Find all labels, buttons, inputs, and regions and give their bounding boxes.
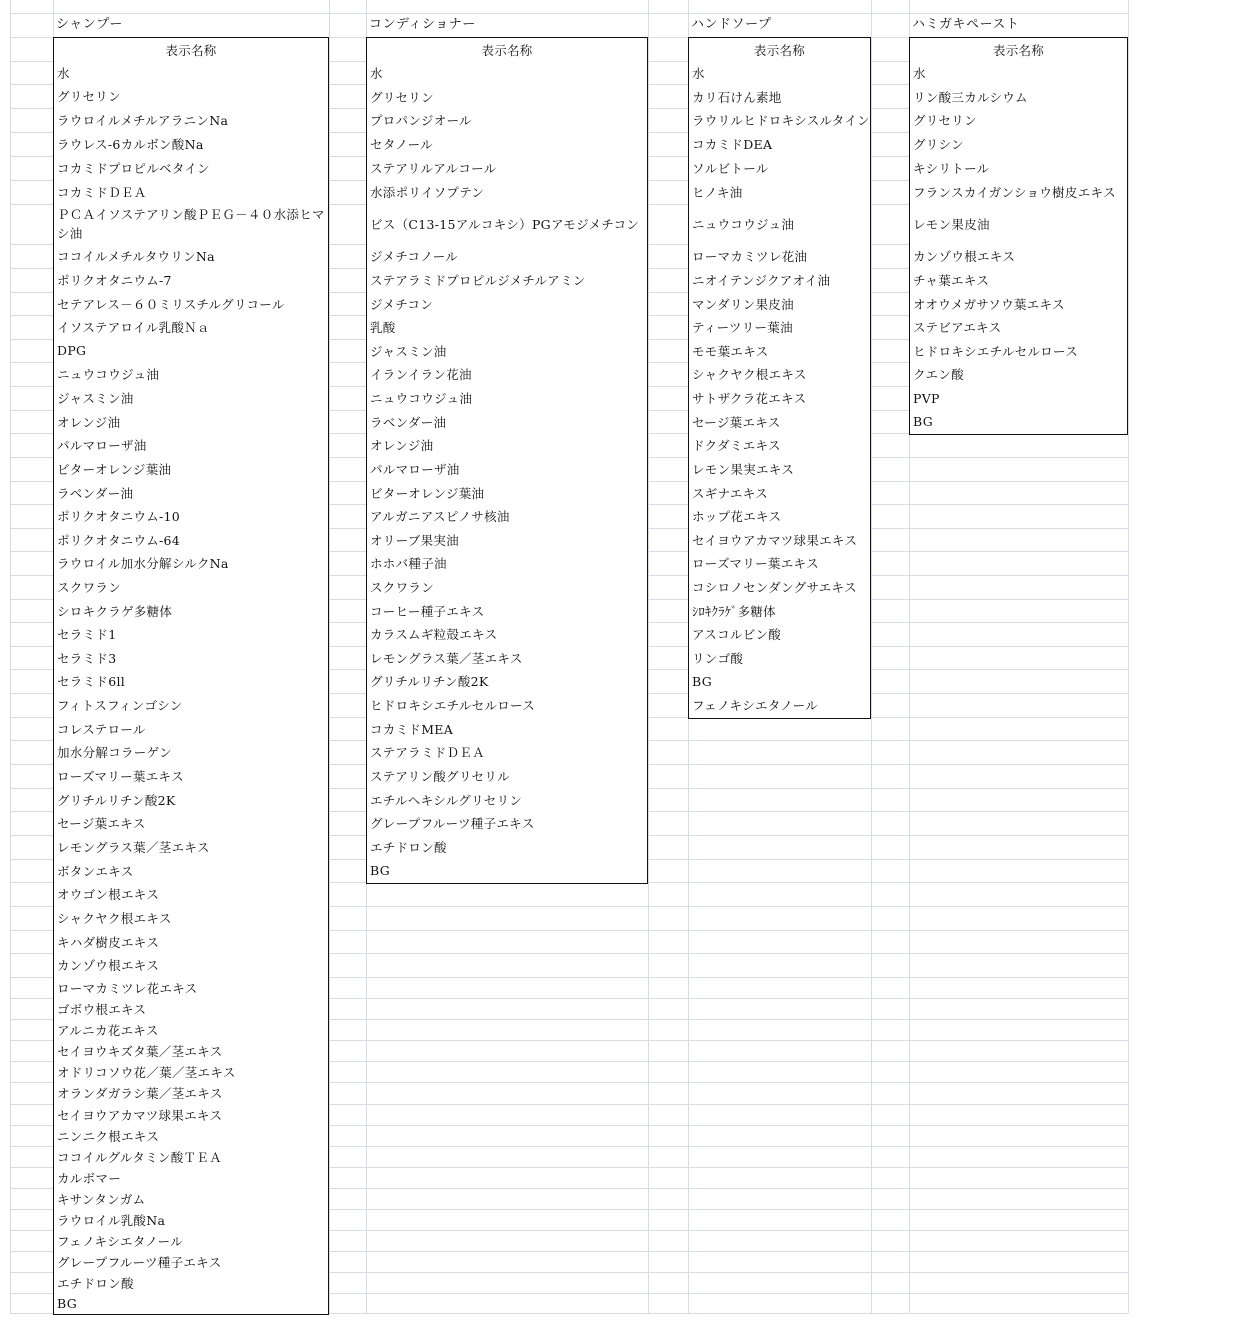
- cell-text: グリセリン: [370, 89, 434, 105]
- cell-text: ローズマリー葉エキス: [57, 769, 184, 785]
- cell-text: ニュウコウジュ油: [692, 217, 795, 233]
- table-cell[interactable]: [53, 835, 329, 861]
- header-text: 表示名称: [481, 42, 533, 58]
- table-cell[interactable]: [366, 764, 648, 790]
- cell-text: ビターオレンジ葉油: [57, 462, 172, 478]
- table-cell[interactable]: [366, 859, 648, 884]
- table-cell[interactable]: [53, 859, 329, 884]
- table-cell[interactable]: [909, 268, 1128, 294]
- cell-text: ジャスミン油: [370, 343, 447, 359]
- table-cell[interactable]: [366, 108, 648, 134]
- table-cell[interactable]: [53, 481, 329, 506]
- table-cell[interactable]: [688, 180, 871, 206]
- table-cell[interactable]: [53, 180, 329, 206]
- cell-text: レモングラス葉／茎エキス: [370, 650, 523, 666]
- cell-text: ラウリルヒドロキシスルタイン: [692, 113, 870, 129]
- cell-text: プロパンジオール: [370, 113, 472, 129]
- cell-text: セテアレス－６０ミリスチルグリコール: [57, 296, 285, 312]
- cell-text: グリチルリチン酸2K: [57, 792, 176, 808]
- cell-text: フランスカイガンショウ樹皮エキス: [913, 185, 1116, 201]
- cell-text: ジメチコン: [370, 296, 434, 312]
- column-header[interactable]: [909, 37, 1128, 63]
- table-cell[interactable]: [366, 244, 648, 270]
- table-cell[interactable]: [909, 132, 1128, 158]
- cell-text: ココイルグルタミン酸ＴＥＡ: [57, 1149, 222, 1165]
- table-cell[interactable]: [366, 132, 648, 158]
- cell-text: ローマカミツレ花エキス: [57, 980, 198, 996]
- table-cell[interactable]: [688, 61, 871, 87]
- table-cell[interactable]: [53, 646, 329, 671]
- table-cell[interactable]: [53, 906, 329, 932]
- cell-text: コカミドMEA: [370, 721, 454, 737]
- table-cell[interactable]: [53, 1019, 329, 1042]
- table-cell[interactable]: [53, 84, 329, 110]
- table-cell[interactable]: [53, 504, 329, 530]
- cell-text: カラスムギ粒殻エキス: [370, 627, 498, 643]
- cell-text: オオウメガサソウ葉エキス: [913, 296, 1065, 312]
- table-cell[interactable]: [53, 386, 329, 412]
- table-cell[interactable]: [53, 132, 329, 158]
- table-cell[interactable]: [688, 622, 871, 648]
- table-cell[interactable]: [366, 433, 648, 459]
- table-cell[interactable]: [53, 882, 329, 908]
- cell-text: ポリクオタニウム-10: [57, 509, 181, 525]
- table-cell[interactable]: [53, 740, 329, 766]
- cell-text: クエン酸: [913, 367, 964, 383]
- table-cell[interactable]: [53, 1082, 329, 1106]
- cell-text: フィトスフィンゴシン: [57, 698, 183, 714]
- cell-text: ローズマリー葉エキス: [692, 556, 819, 572]
- table-cell[interactable]: [366, 180, 648, 206]
- table-cell[interactable]: [909, 61, 1128, 87]
- cell-text: ティーツリー葉油: [692, 320, 793, 336]
- table-cell[interactable]: [366, 204, 648, 246]
- table-cell[interactable]: [688, 646, 871, 671]
- cell-text: セラミド1: [57, 627, 117, 643]
- table-cell[interactable]: [366, 669, 648, 695]
- table-cell[interactable]: [688, 551, 871, 577]
- table-cell[interactable]: [53, 362, 329, 388]
- cell-text: オレンジ油: [370, 438, 434, 454]
- cell-text: セイヨウアカマツ球果エキス: [57, 1107, 223, 1123]
- table-cell[interactable]: [909, 410, 1128, 435]
- cell-text: レモン果実エキス: [692, 462, 795, 478]
- table-cell[interactable]: [366, 835, 648, 861]
- table-cell[interactable]: [53, 528, 329, 553]
- table-cell[interactable]: [909, 292, 1128, 317]
- table-cell[interactable]: [366, 599, 648, 624]
- cell-text: ヒドロキシエチルセルロース: [913, 343, 1079, 359]
- table-cell[interactable]: [688, 244, 871, 270]
- cell-text: 水: [692, 66, 705, 82]
- table-cell[interactable]: [688, 599, 871, 624]
- table-cell[interactable]: [53, 61, 329, 86]
- table-cell[interactable]: [366, 481, 648, 506]
- cell-text: ビターオレンジ葉油: [370, 485, 485, 501]
- cell-text: オウゴン根エキス: [57, 887, 160, 903]
- cell-text: カルボマー: [57, 1170, 122, 1186]
- header-text: 表示名称: [753, 42, 806, 58]
- table-cell[interactable]: [53, 268, 329, 294]
- table-cell[interactable]: [688, 504, 871, 530]
- table-cell[interactable]: [909, 339, 1128, 364]
- table-cell[interactable]: [909, 108, 1128, 134]
- table-cell[interactable]: [688, 481, 871, 506]
- cell-text: ニンニク根エキス: [57, 1128, 160, 1144]
- table-cell[interactable]: [909, 244, 1128, 270]
- table-cell[interactable]: [53, 1061, 329, 1084]
- table-cell[interactable]: [366, 315, 648, 341]
- cell-text: ニュウコウジュ油: [370, 391, 473, 407]
- cell-text: ホホバ種子油: [370, 556, 447, 572]
- column-header[interactable]: [688, 37, 871, 63]
- table-cell[interactable]: [53, 457, 329, 483]
- cell-text: ローマカミツレ花油: [692, 249, 808, 265]
- cell-text: アルニカ花エキス: [57, 1022, 159, 1038]
- table-cell[interactable]: [53, 1293, 329, 1315]
- cell-text: ポリクオタニウム-7: [57, 273, 172, 289]
- cell-text: スギナエキス: [692, 485, 769, 501]
- cell-text: ステビアエキス: [913, 320, 1002, 336]
- cell-text: ステアラミドＤＥＡ: [370, 745, 485, 761]
- table-cell[interactable]: [53, 1272, 329, 1295]
- table-cell[interactable]: [53, 717, 329, 742]
- cell-text: ステアリン酸グリセリル: [370, 769, 510, 785]
- cell-text: ゴボウ根エキス: [57, 1001, 147, 1017]
- table-cell[interactable]: [366, 740, 648, 766]
- cell-text: モモ葉エキス: [692, 343, 769, 359]
- table-cell[interactable]: [366, 362, 648, 388]
- cell-text: リン酸三カルシウム: [913, 89, 1028, 105]
- table-cell[interactable]: [53, 339, 329, 364]
- cell-text: ココイルメチルタウリンNa: [57, 249, 215, 265]
- cell-text: ラウレス-6カルボン酸Na: [57, 137, 204, 153]
- cell-text: セラミド3: [57, 650, 117, 666]
- table-cell[interactable]: [688, 268, 871, 294]
- cell-text: シロキクラゲ多糖体: [57, 603, 173, 619]
- cell-text: キシリトール: [913, 161, 990, 177]
- table-cell[interactable]: [53, 599, 329, 624]
- cell-text: リンゴ酸: [692, 650, 744, 666]
- cell-text: パルマローザ油: [370, 462, 460, 478]
- cell-text: BG: [692, 673, 713, 689]
- cell-text: イランイラン花油: [370, 367, 472, 383]
- table-cell[interactable]: [53, 1230, 329, 1253]
- cell-text: カンゾウ根エキス: [913, 249, 1016, 265]
- cell-text: 水添ポリイソプテン: [370, 185, 485, 201]
- column-title: コンディショナー: [369, 17, 476, 32]
- cell-text: 水: [57, 65, 70, 81]
- cell-text: ＰＣＡイソステアリン酸ＰＥＧ－４０水添ヒマシ油: [57, 206, 325, 242]
- cell-text: セイヨウアカマツ球果エキス: [692, 532, 858, 548]
- table-cell[interactable]: [688, 528, 871, 553]
- table-cell[interactable]: [366, 61, 648, 87]
- cell-text: ニオイテンジクアオイ油: [692, 273, 831, 289]
- cell-text: レモン果皮油: [913, 217, 990, 233]
- table-cell[interactable]: [688, 156, 871, 182]
- cell-text: ポリクオタニウム-64: [57, 532, 181, 548]
- table-cell[interactable]: [53, 1125, 329, 1148]
- cell-text: エチドロン酸: [370, 840, 447, 856]
- cell-text: BG: [370, 863, 391, 879]
- cell-text: シャクヤク根エキス: [692, 367, 807, 383]
- cell-text: オランダガラシ葉／茎エキス: [57, 1086, 223, 1102]
- cell-text: コーヒー種子エキス: [370, 603, 485, 619]
- table-cell[interactable]: [366, 85, 648, 110]
- table-cell[interactable]: [909, 180, 1128, 206]
- table-cell[interactable]: [366, 646, 648, 671]
- table-cell[interactable]: [366, 788, 648, 813]
- cell-text: コカミドプロピルベタイン: [57, 161, 210, 177]
- cell-text: シャクヤク根エキス: [57, 911, 172, 927]
- cell-text: ヒノキ油: [692, 185, 743, 201]
- cell-text: グレープフルーツ種子エキス: [370, 816, 535, 832]
- table-cell[interactable]: [53, 693, 329, 719]
- cell-text: スクワラン: [370, 580, 435, 596]
- cell-text: セラミド6ll: [57, 674, 126, 690]
- table-cell[interactable]: [53, 1040, 329, 1063]
- cell-text: グリセリン: [913, 113, 977, 129]
- cell-text: アスコルビン酸: [692, 627, 782, 643]
- cell-text: イソステアロイル乳酸Ｎａ: [57, 320, 210, 336]
- table-cell[interactable]: [53, 1209, 329, 1232]
- cell-text: エチドロン酸: [57, 1275, 134, 1291]
- cell-text: ヒドロキシエチルセルロース: [370, 698, 536, 714]
- cell-text: コカミドＤＥＡ: [57, 185, 147, 201]
- table-cell[interactable]: [53, 156, 329, 182]
- table-cell[interactable]: [688, 575, 871, 601]
- table-cell[interactable]: [366, 811, 648, 837]
- table-cell[interactable]: [688, 108, 871, 134]
- cell-text: カリ石けん素地: [692, 89, 782, 105]
- table-cell[interactable]: [688, 315, 871, 341]
- table-cell[interactable]: [366, 386, 648, 412]
- table-cell[interactable]: [53, 811, 329, 837]
- table-cell[interactable]: [366, 292, 648, 317]
- table-cell[interactable]: [53, 977, 329, 1000]
- table-cell[interactable]: [688, 433, 871, 459]
- cell-text: PVP: [913, 390, 940, 406]
- cell-text: ソルビトール: [692, 161, 769, 177]
- table-cell[interactable]: [366, 551, 648, 577]
- cell-text: レモングラス葉／茎エキス: [57, 840, 210, 856]
- cell-text: スクワラン: [57, 580, 122, 596]
- table-cell[interactable]: [688, 85, 871, 110]
- table-cell[interactable]: [366, 717, 648, 742]
- table-cell[interactable]: [53, 998, 329, 1021]
- table-cell[interactable]: [53, 764, 329, 790]
- table-cell[interactable]: [688, 292, 871, 317]
- cell-text: ボタンエキス: [57, 863, 134, 879]
- table-cell[interactable]: [688, 693, 871, 719]
- table-cell[interactable]: [53, 575, 329, 601]
- cell-text: DPG: [57, 343, 87, 359]
- table-cell[interactable]: [366, 339, 648, 364]
- table-cell[interactable]: [53, 1251, 329, 1274]
- table-cell[interactable]: [366, 693, 648, 719]
- header-text: 表示名称: [165, 42, 217, 58]
- cell-text: グリチルリチン酸2K: [370, 674, 489, 690]
- cell-text: ジメチコノール: [370, 249, 459, 265]
- cell-text: セージ葉エキス: [57, 816, 146, 832]
- table-cell[interactable]: [366, 504, 648, 530]
- table-cell[interactable]: [909, 362, 1128, 388]
- table-cell[interactable]: [688, 339, 871, 364]
- table-cell[interactable]: [909, 386, 1128, 412]
- table-cell[interactable]: [53, 1167, 329, 1190]
- table-cell[interactable]: [366, 268, 648, 294]
- header-text: 表示名称: [992, 42, 1045, 58]
- table-cell[interactable]: [688, 386, 871, 412]
- column-header[interactable]: [53, 37, 329, 63]
- cell-text: セタノール: [370, 137, 434, 153]
- cell-text: コカミドDEA: [692, 137, 773, 153]
- cell-text: ステアリルアルコール: [370, 161, 497, 177]
- cell-text: ビス（C13-15アルコキシ）PGアモジメチコン: [370, 217, 640, 233]
- cell-text: ラウロイル加水分解シルクNa: [57, 556, 229, 572]
- column-header[interactable]: [366, 37, 648, 63]
- table-cell[interactable]: [53, 953, 329, 979]
- table-cell[interactable]: [53, 1104, 329, 1127]
- cell-text: カンゾウ根エキス: [57, 958, 160, 974]
- cell-text: マンダリン果皮油: [692, 296, 794, 312]
- table-cell[interactable]: [53, 433, 329, 459]
- table-cell[interactable]: [53, 551, 329, 577]
- table-cell[interactable]: [53, 1188, 329, 1211]
- table-cell[interactable]: [53, 788, 329, 813]
- table-cell[interactable]: [688, 132, 871, 158]
- table-cell[interactable]: [909, 85, 1128, 110]
- cell-text: セージ葉エキス: [692, 414, 781, 430]
- table-cell[interactable]: [366, 156, 648, 182]
- table-cell[interactable]: [366, 410, 648, 435]
- table-cell[interactable]: [53, 1146, 329, 1169]
- cell-text: ホップ花エキス: [692, 509, 782, 525]
- table-cell[interactable]: [366, 622, 648, 648]
- cell-text: フェノキシエタノール: [57, 1233, 184, 1249]
- cell-text: サトザクラ花エキス: [692, 391, 807, 407]
- table-cell[interactable]: [688, 204, 871, 246]
- table-cell[interactable]: [53, 669, 329, 695]
- cell-text: 乳酸: [370, 320, 396, 336]
- cell-text: コレステロール: [57, 721, 146, 737]
- cell-text: ニュウコウジュ油: [57, 367, 160, 383]
- cell-text: ｼﾛｷｸﾗｹﾞ多糖体: [692, 603, 776, 619]
- cell-text: ラウロイルメチルアラニンNa: [57, 113, 229, 129]
- table-cell[interactable]: [688, 669, 871, 695]
- cell-text: コシロノセンダングサエキス: [692, 580, 857, 596]
- table-cell[interactable]: [366, 575, 648, 601]
- cell-text: ドクダミエキス: [692, 438, 781, 454]
- table-cell[interactable]: [688, 362, 871, 388]
- cell-text: アルガニアスピノサ核油: [370, 509, 510, 525]
- cell-text: 水: [913, 66, 926, 82]
- cell-text: キハダ樹皮エキス: [57, 934, 160, 950]
- table-cell[interactable]: [53, 315, 329, 341]
- cell-text: フェノキシエタノール: [692, 698, 819, 714]
- cell-text: オドリコソウ花／葉／茎エキス: [57, 1064, 236, 1080]
- cell-text: キサンタンガム: [57, 1191, 146, 1207]
- table-cell[interactable]: [53, 930, 329, 955]
- table-cell[interactable]: [909, 204, 1128, 246]
- cell-text: グリシン: [913, 137, 964, 153]
- table-cell[interactable]: [366, 528, 648, 553]
- cell-text: 水: [370, 66, 383, 82]
- cell-text: ステアラミドプロピルジメチルアミン: [370, 273, 586, 289]
- cell-text: BG: [913, 414, 934, 430]
- table-cell[interactable]: [909, 315, 1128, 341]
- table-cell[interactable]: [53, 204, 329, 246]
- cell-text: オレンジ油: [57, 414, 121, 430]
- table-cell[interactable]: [688, 410, 871, 435]
- cell-text: チャ葉エキス: [913, 273, 990, 289]
- cell-text: ラウロイル乳酸Na: [57, 1212, 166, 1228]
- table-cell[interactable]: [366, 457, 648, 483]
- cell-text: パルマローザ油: [57, 438, 147, 454]
- cell-text: ジャスミン油: [57, 391, 134, 407]
- cell-text: ラベンダー油: [370, 414, 447, 430]
- cell-text: グリセリン: [57, 89, 121, 105]
- cell-text: オリーブ果実油: [370, 532, 459, 548]
- cell-text: ラベンダー油: [57, 485, 134, 501]
- table-cell[interactable]: [53, 622, 329, 648]
- cell-text: セイヨウキズタ葉／茎エキス: [57, 1043, 223, 1059]
- table-cell[interactable]: [53, 244, 329, 270]
- column-title: ハミガキペースト: [912, 17, 1020, 32]
- table-cell[interactable]: [53, 108, 329, 134]
- column-title: ハンドソープ: [691, 17, 772, 32]
- table-cell[interactable]: [909, 156, 1128, 182]
- table-cell[interactable]: [688, 457, 871, 483]
- table-cell[interactable]: [53, 410, 329, 435]
- cell-text: 加水分解コラーゲン: [57, 745, 172, 761]
- table-cell[interactable]: [53, 292, 329, 317]
- cell-text: グレープフルーツ種子エキス: [57, 1254, 222, 1270]
- column-title: シャンプー: [56, 17, 123, 32]
- cell-text: エチルヘキシルグリセリン: [370, 792, 523, 808]
- cell-text: BG: [57, 1295, 78, 1311]
